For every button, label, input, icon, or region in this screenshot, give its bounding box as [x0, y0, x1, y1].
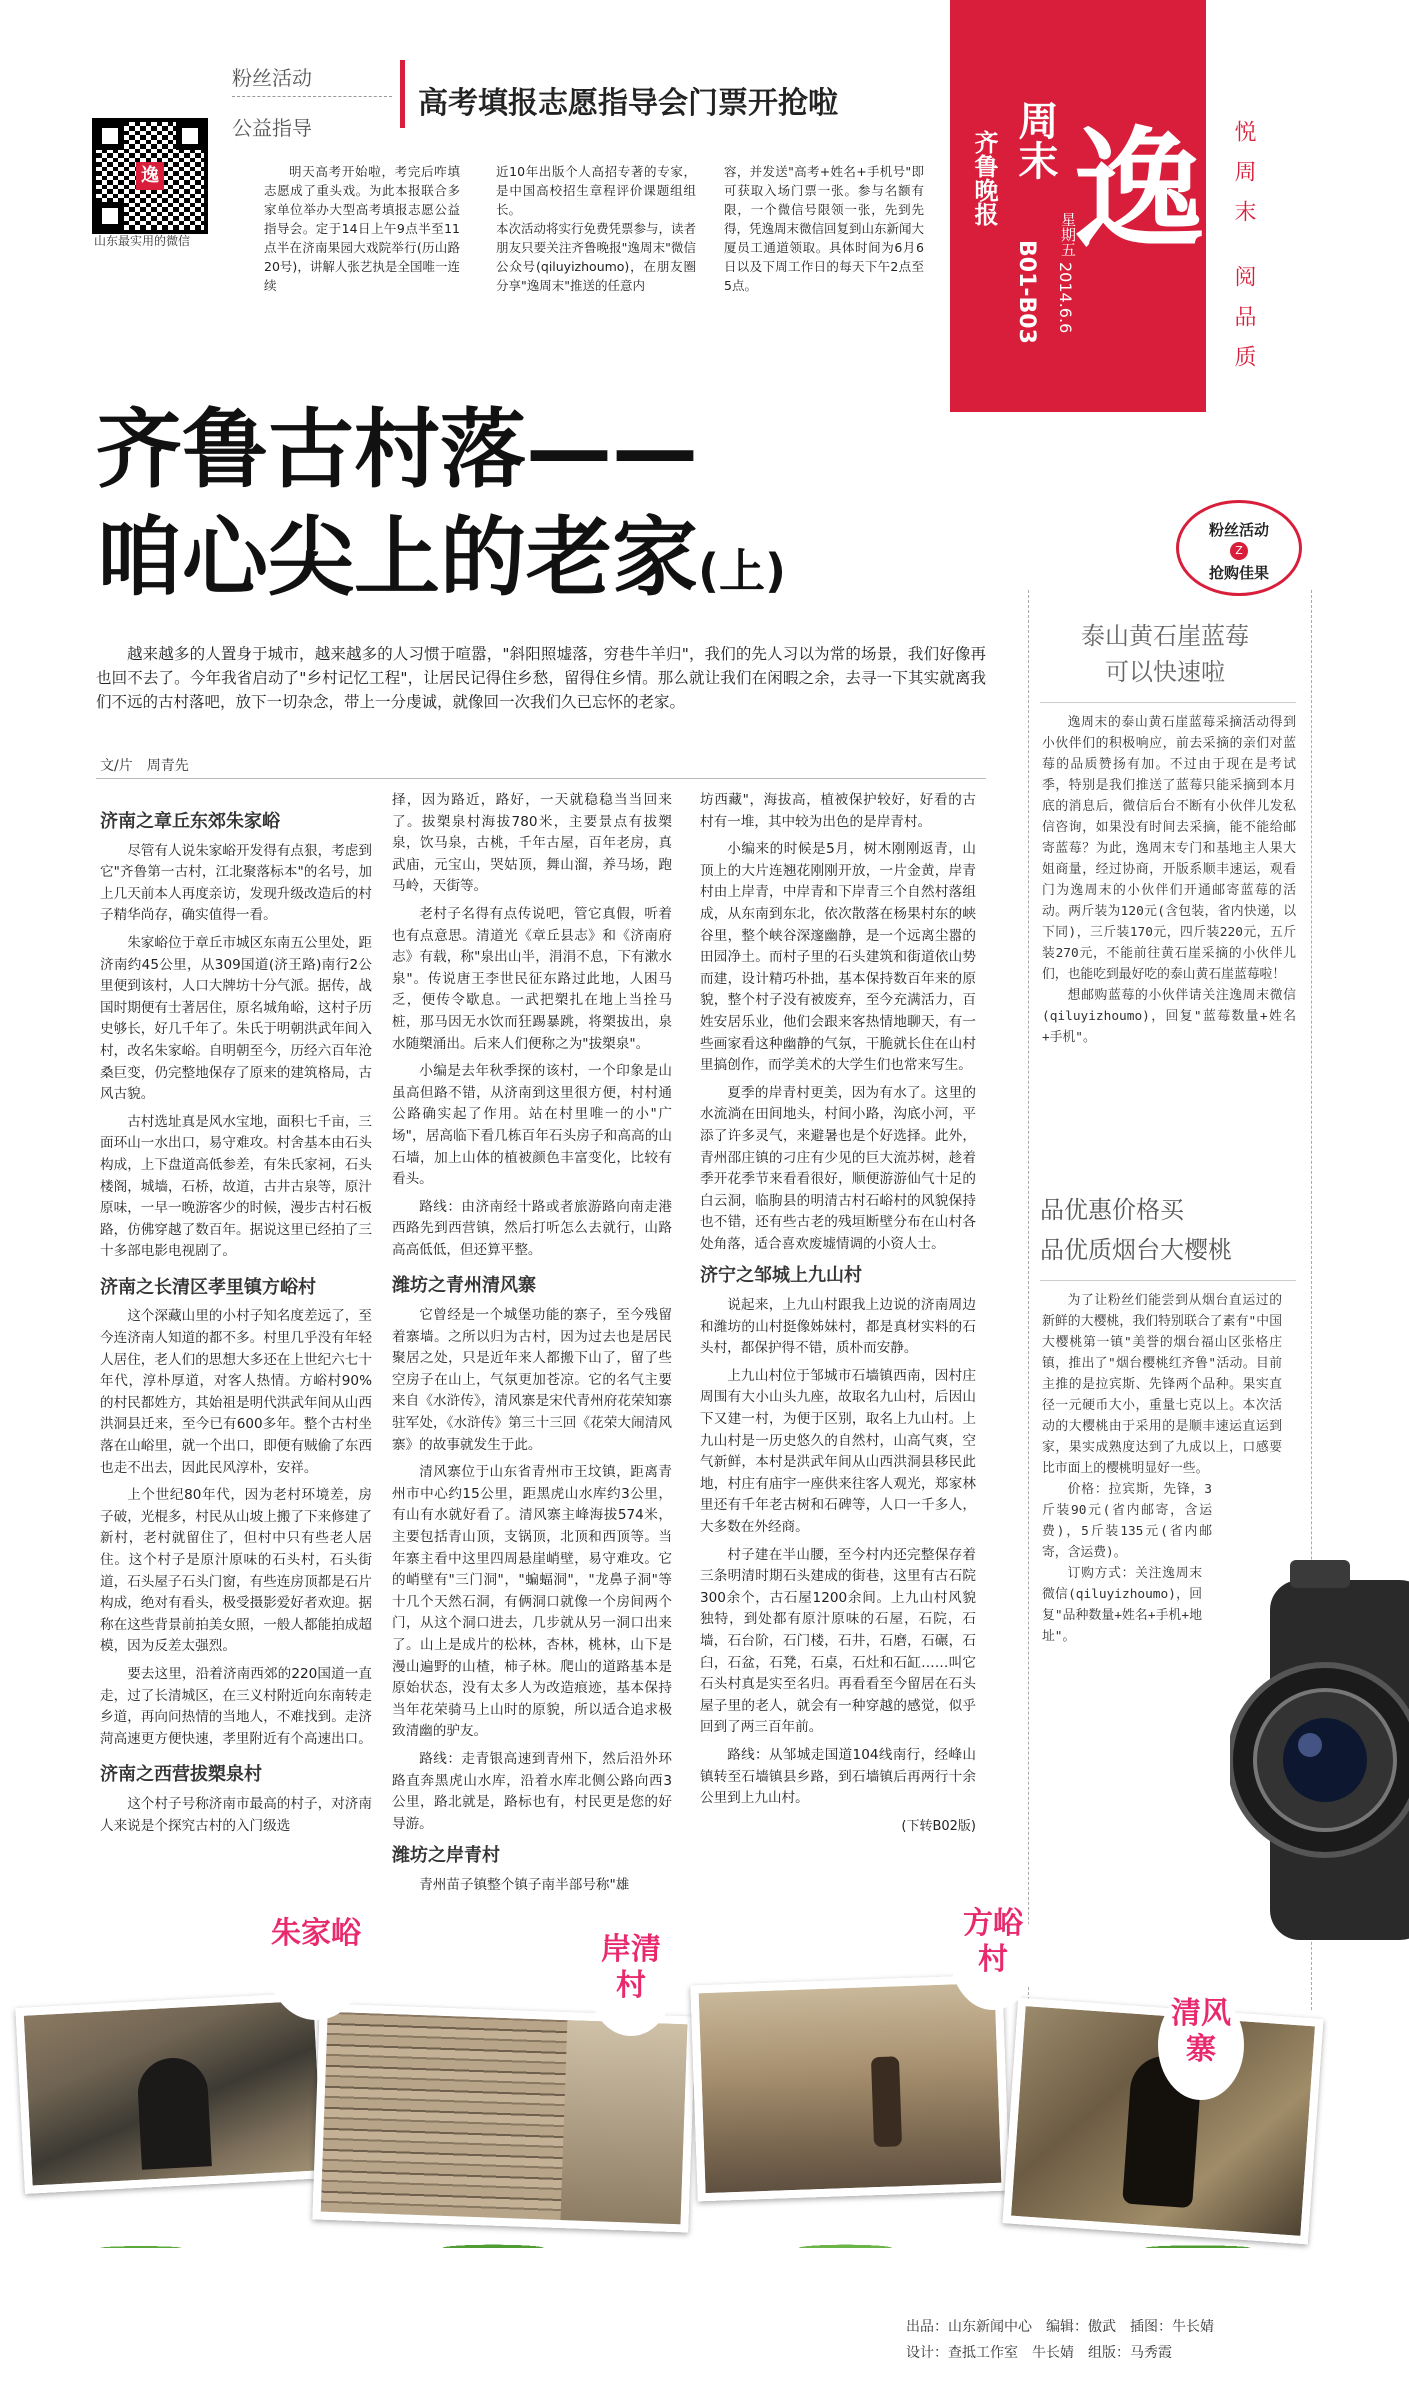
promo-badge-line-1: 粉丝活动 — [1208, 521, 1269, 539]
paragraph: 夏季的岸青村更美，因为有水了。这里的水流淌在田间地头，村间小路，沟底小河，平添了许多灵气，来避暑也是个好选择。此外，青州邵庄镇的刁庄有少见的巨大流苏树，趁着季开花季节来看看很好，顺便游游仙气十足的白云洞，临朐县的明清古村石峪村的风貌保持也不错，还有些古老的残垣断壁分布在山村各处角落，适合喜欢废墟情调的小资人士。 — [700, 1084, 976, 1252]
header-col-3: 容，并发送"高考+姓名+手机号"即可获取入场门票一张。参与名额有限，一个微信号限领一张，先到先得，凭逸周末微信回复到山东新闻大厦员工通道领取。具体时间为6月6日以及下周工作日的每天下午2点至5点。 — [724, 164, 925, 293]
main-title-line-2 — [96, 508, 786, 621]
promo-heading-blueberry — [1040, 618, 1290, 690]
promo-badge-icon: Z — [1230, 542, 1248, 560]
promo-text-blueberry — [1042, 712, 1296, 1048]
qr-caption: 山东最实用的微信 — [94, 234, 191, 248]
paragraph: 路线：从邹城走国道104线南行，经峰山镇转至石墙镇县乡路，到石墙镇后再两行十余公里到上九山村。 — [700, 1746, 976, 1807]
paragraph: 逸周末的泰山黄石崖蓝莓采摘活动得到小伙伴们的积极响应，前去采摘的亲们对蓝莓的品质赞扬有加。不过由于现在是考试季，特别是我们推送了蓝莓只能采摘到本月底的消息后，微信后台不断有小伙伴儿发私信咨询，如果没有时间去采摘，能不能给邮寄蓝莓？为此，逸周末专门和基地主人果大姐商量，经过协商，开版系顺丰速运，观看门为逸周末的小伙伴们开通邮寄蓝莓的活动。两斤装为120元(含包装，省内快递，以下同)，三斤装170元，四斤装220元，五斤装270元，不能前往黄石崖采摘的小伙伴儿们，也能吃到最好吃的泰山黄石崖蓝莓啦！ — [1042, 715, 1296, 982]
paragraph: 要去这里，沿着济南西郊的220国道一直走，过了长清城区，在三义村附近向东南转走乡道，再向问热情的当地人，不难找到。走济菏高速更方便快速，孝里附近有个高速出口。 — [100, 1665, 372, 1747]
promo-heading-cherry — [1040, 1190, 1294, 1270]
masthead-pages: B01-B03 — [1014, 240, 1039, 344]
masthead — [950, 0, 1206, 412]
paragraph: 订购方式：关注逸周末微信(qiluyizhoumo)，回复"品种数量+姓名+手机+地址"。 — [1042, 1566, 1202, 1644]
paragraph: 这个村子号称济南市最高的村子，对济南人来说是个探究古村的入门级选 — [100, 1795, 372, 1834]
header-divider — [232, 96, 392, 97]
footer-line-1: 出品：山东新闻中心 编辑：傲武 插图：牛长婧 — [906, 2319, 1214, 2335]
promo-heading-line: 品优质烟台大樱桃 — [1040, 1236, 1232, 1264]
paragraph: 这个深藏山里的小村子知名度差远了，至今连济南人知道的都不多。村里几乎没有年轻人居住，老人们的思想大多还在上世纪六七十年代，淳朴厚道，对客人热情。方峪村90%的村民都姓方，其始祖是明代洪武年间从山西洪洞县迁来，至今已有600多年。整个古村坐落在山峪里，就一个出口，即便有贼偷了东西也走不出去，因此民风淳朴，安祥。 — [100, 1308, 372, 1476]
promo-heading-line: 泰山黄石崖蓝莓 — [1081, 622, 1249, 650]
lead-divider — [96, 778, 986, 779]
paragraph: 青州苗子镇整个镇子南半部号称"雄 — [419, 1876, 630, 1893]
header-bar — [400, 60, 405, 128]
header-tag-fans: 粉丝活动 — [232, 66, 312, 90]
paragraph: 古村选址真是风水宝地，面积七千亩，三面环山一水出口，易守难攻。村舍基本由石头构成，上下盘道高低参差，有朱氏家祠，石头楼阁，城墙，石桥，故道，古井古泉等，原汁原味，一早一晚游客少的时候，漫步古村石板路，仿佛穿越了数百年。据说这里已经拍了三十多部电影电视剧了。 — [100, 1113, 372, 1260]
header-col-1: 明天高考开始啦，考完后咋填志愿成了重头戏。为此本报联合多家单位举办大型高考填报志愿公益指导会。定于14日上午9点半至11点半在济南果园大戏院举行(历山路20号)，讲解人张艺执是全国唯一连续 — [264, 164, 460, 293]
paragraph: 村子建在半山腰，至今村内还完整保存着三条明清时期石头建成的街巷，这里有古石院300余个，古石屋1200余间。上九山村风貌独特，到处都有原汁原味的石屋，石院，石墙，石台阶，石门楼，石井，石磨，石碾，石臼，石盆，石凳，石桌，石灶和石缸……叫它石头村真是实至名归。再看看至今留居在石头屋子里的老人，就会有一种穿越的感觉，似乎回到了两三百年前。 — [700, 1546, 976, 1736]
section-head-zhujiayu: 济南之章丘东郊朱家峪 — [100, 811, 280, 832]
photo-fangyucun — [690, 1975, 1009, 2202]
masthead-big-char: 逸 — [1074, 113, 1205, 266]
promo-rule — [1040, 1280, 1296, 1281]
grass-decoration — [0, 2188, 1409, 2248]
paragraph: 上个世纪80年代，因为老村环境差，房子破，光棍多，村民从山坡上搬了下来修建了新村，老村就留住了，但村中只有些老人居住。这个村子是原汁原味的石头村，石头街道，石头屋子石头门窗，有些连房顶都是石片构成，绝对有看头，极受摄影爱好者欢迎。据称在这些背景前拍美女照，一般人都能拍成超模，因为反差太强烈。 — [100, 1487, 372, 1655]
byline: 文/片 周青先 — [100, 758, 189, 774]
promo-badge-line-2: 抢购佳果 — [1208, 564, 1269, 582]
promo-heading-line: 品优惠价格买 — [1040, 1196, 1184, 1224]
tag-qingfengzhai: 清风寨 — [1158, 1990, 1244, 2100]
article-col-3 — [700, 790, 976, 1837]
paragraph: 为了让粉丝们能尝到从烟台直运过的新鲜的大樱桃，我们特别联合了素有"中国大樱桃第一镇"美誉的烟台福山区张格庄镇，推出了"烟台樱桃红齐鲁"活动。目前主推的是拉宾斯、先锋两个品种。果实直径一元硬币大小，重量七克以上。本次活动的大樱桃由于采用的是顺丰速运直运到家，果实成熟度达到了九成以上，口感要比市面上的樱桃明显好一些。 — [1042, 1293, 1282, 1476]
section-head-fangyu: 济南之长清区孝里镇方峪村 — [100, 1276, 316, 1298]
paragraph: 坊西藏"，海拔高，植被保护较好，好看的古村有一堆，其中较为出色的是岸青村。 — [700, 792, 976, 830]
article-col-2 — [392, 790, 672, 1903]
paragraph: 上九山村位于邹城市石墙镇西南，因村庄周围有大小山头九座，故取名九山村，后因山下又建一村，为便于区别，取名上九山村。上九山村是一历史悠久的自然村，山高气爽，空气新鲜，本村是洪武年间从山西洪洞县移民此地，村庄有庙宇一座供来往客人观光，郑家林里还有千年老古树和石碑等，人口一千多人，大多数在外经商。 — [700, 1367, 976, 1535]
masthead-section: 周末 — [1012, 100, 1058, 180]
tag-zhujiayu: 朱家峪 — [268, 1910, 364, 2020]
qr-logo: 逸 — [136, 162, 164, 190]
masthead-paper-name: 齐鲁晚报 — [970, 130, 998, 226]
paragraph: 朱家峪位于章丘市城区东南五公里处，距济南约45公里，从309国道(济王路)南行2公里便到该村，人口大牌坊十分气派。据传，战国时期便有士著居住，原名城角峪，这村子历史够长，好几千年了。朱氏于明朝洪武年间入村，改名朱家峪。自明朝至今，历经六百年沧桑巨变，仍完整地保存了原来的建筑格局，古风古貌。 — [100, 934, 372, 1103]
qr-code — [92, 118, 208, 234]
tag-fangyucun: 方峪村 — [950, 1900, 1036, 2010]
section-head-bashuoquan: 济南之西营拔槊泉村 — [100, 1764, 262, 1786]
paragraph: 路线：由济南经十路或者旅游路向南走港西路先到西营镇，然后打听怎么去就行，山路高高低低，但还算平整。 — [392, 1198, 672, 1258]
section-head-qingfengzhai: 潍坊之青州清风寨 — [392, 1275, 536, 1297]
header-tag-public: 公益指导 — [232, 116, 312, 140]
main-title-text: 咱心尖上的老家 — [96, 508, 698, 608]
paragraph: 路线：走青银高速到青州下，然后沿外环路直奔黑虎山水库，沿着水库北侧公路向西3公里，路北就是，路标也有，村民更是您的好导游。 — [392, 1750, 672, 1832]
section-head-anqingcun: 潍坊之岸青村 — [392, 1845, 500, 1867]
paragraph: 价格：拉宾斯，先锋，3斤装90元(省内邮寄，含运费)，5斤装135元(省内邮寄，含运费)。 — [1042, 1482, 1212, 1560]
paragraph: 小编是去年秋季探的该村，一个印象是山虽高但路不错，从济南到这里很方便，村村通公路确实起了作用。站在村里唯一的小"广场"，居高临下看几栋百年石头房子和高高的山石墙，加上山体的植被颜色丰富变化，比较有看头。 — [392, 1063, 672, 1188]
paragraph: 说起来，上九山村跟我上边说的济南周边和潍坊的山村挺像姊妹村，都是真材实料的石头村，都保护得不错，质朴而安静。 — [700, 1297, 976, 1357]
footer-line-2: 设计：查抵工作室 牛长婧 组版：马秀霞 — [906, 2345, 1172, 2361]
main-title-suffix: (上) — [698, 544, 787, 598]
header-headline: 高考填报志愿指导会门票开抢啦 — [418, 86, 838, 121]
article-col-1 — [100, 805, 372, 1843]
header-col-2: 近10年出版个人高招专著的专家，是中国高校招生章程评价课题组组长。 本次活动将实行免费凭票参与，读者朋友只要关注齐鲁晚报"逸周末"微信公众号(qiluyizhoumo)，在朋友圈分享"逸周末"推送的任意内 — [496, 164, 697, 293]
paragraph: 它曾经是一个城堡功能的寨子，至今残留着寨墙。之所以归为古村，因为过去也是居民聚居之处，只是近年来人都搬下山了，留了些空房子在山上，气氛更加苍凉。它的名气主要来自《水浒传》，清风寨是宋代青州府花荣知寨驻军处，《水浒传》第三十三回《花荣大闹清风寨》的故事就发生于此。 — [392, 1307, 672, 1453]
promo-heading-line: 可以快速啦 — [1105, 658, 1225, 686]
section-head-shangjiushan: 济宁之邹城上九山村 — [700, 1265, 862, 1287]
promo-rule — [1040, 702, 1296, 703]
lead-paragraph: 越来越多的人置身于城市，越来越多的人习惯于喧嚣，"斜阳照墟落，穷巷牛羊归"，我们的先人习以为常的场景，我们好像再也回不去了。今年我省启动了"乡村记忆工程"，让居民记得住乡愁，留得住乡情。那么就让我们在闲暇之余，去寻一下其实就离我们不远的古村落吧，放下一切杂念，带上一分虔诚，就像回一次我们久已忘怀的老家。 — [96, 645, 986, 711]
continued-note: (下转B02版) — [901, 1818, 976, 1834]
masthead-slogan: 悦周末 阅品质 — [1231, 120, 1256, 385]
main-title-line-1: 齐鲁古村落—— — [96, 400, 698, 500]
masthead-date: 2014.6.6 — [1056, 262, 1075, 334]
paragraph: 清风寨位于山东省青州市王坟镇，距离青州市中心约15公里，距黑虎山水库约3公里，有山有水就好看了。清风寨主峰海拔574米，主要包括青山顶，支锅顶，北顶和西顶等。当年寨主看中这里四周悬崖峭壁，易守难攻。它的峭壁有"三门洞"，"蝙蝠洞"，"龙鼻子洞"等十几个天然石洞，有俩洞口就像一个房间两个门，从这个洞口进去，几步就从另一洞口出来了。山上是成片的松林，杏林，桃林，山下是漫山遍野的山楂，柿子林。爬山的道路基本是原始状态，没有太多人为改造痕迹，基本保持当年花荣骑马上山时的原貌，所以适合追求极致清幽的驴友。 — [392, 1464, 672, 1740]
promo-badge — [1176, 500, 1302, 596]
paragraph: 小编来的时候是5月，树木刚刚返青，山顶上的大片连翘花刚刚开放，一片金黄，岸青村由上岸青，中岸青和下岸青三个自然村落组成，从东南到东北，依次散落在杨果村东的峡谷里，整个峡谷深邃幽静，是一个远离尘嚣的田园净土。而村子里的石头建筑和街道依山势而建，设计精巧朴拙，基本保持数百年来的原貌，整个村子没有被废弃，至今充满活力，百姓安居乐业，他们会跟来客热情地聊天，有一些画家看这种幽静的气氛，干脆就长住在山村里搞创作，而学美术的大学生们也常来写生。 — [700, 841, 976, 1074]
paragraph: 尽管有人说朱家峪开发得有点狠，考虑到它"齐鲁第一古村，江北聚落标本"的名号，加上几天前本人再度亲访，发现升级改造后的村子精华尚存，确实值得一看。 — [100, 842, 372, 924]
paragraph: 择，因为路近，路好，一天就稳稳当当回来了。拔槊泉村海拔780米，主要景点有拔槊泉，饮马泉，古桃，千年古屋，百年老房，真武庙，元宝山，哭姑顶，舞山溜，养马场，跑马岭，天街等。 — [392, 792, 672, 895]
masthead-weekday: 星期五 — [1059, 212, 1077, 257]
paragraph: 老村子名得有点传说吧，管它真假，听着也有点意思。清道光《章丘县志》和《济南府志》有载，称"泉出山半，涓涓不息，下有漱水泉"。传说唐王李世民征东路过此地，人困马乏，便传令歇息。一武把槊扎在地上当拴马桩，那马因无水饮而狂踢暴跳，将槊拔出，泉水随槊涌出。后来人们便称之为"拔槊泉"。 — [392, 905, 672, 1052]
tag-anqingcun: 岸清村 — [588, 1926, 674, 2036]
paragraph: 想邮购蓝莓的小伙伴请关注逸周末微信(qiluyizhoumo)，回复"蓝莓数量+姓名+手机"。 — [1042, 988, 1296, 1045]
photo-zhujiayu — [15, 1992, 330, 2194]
